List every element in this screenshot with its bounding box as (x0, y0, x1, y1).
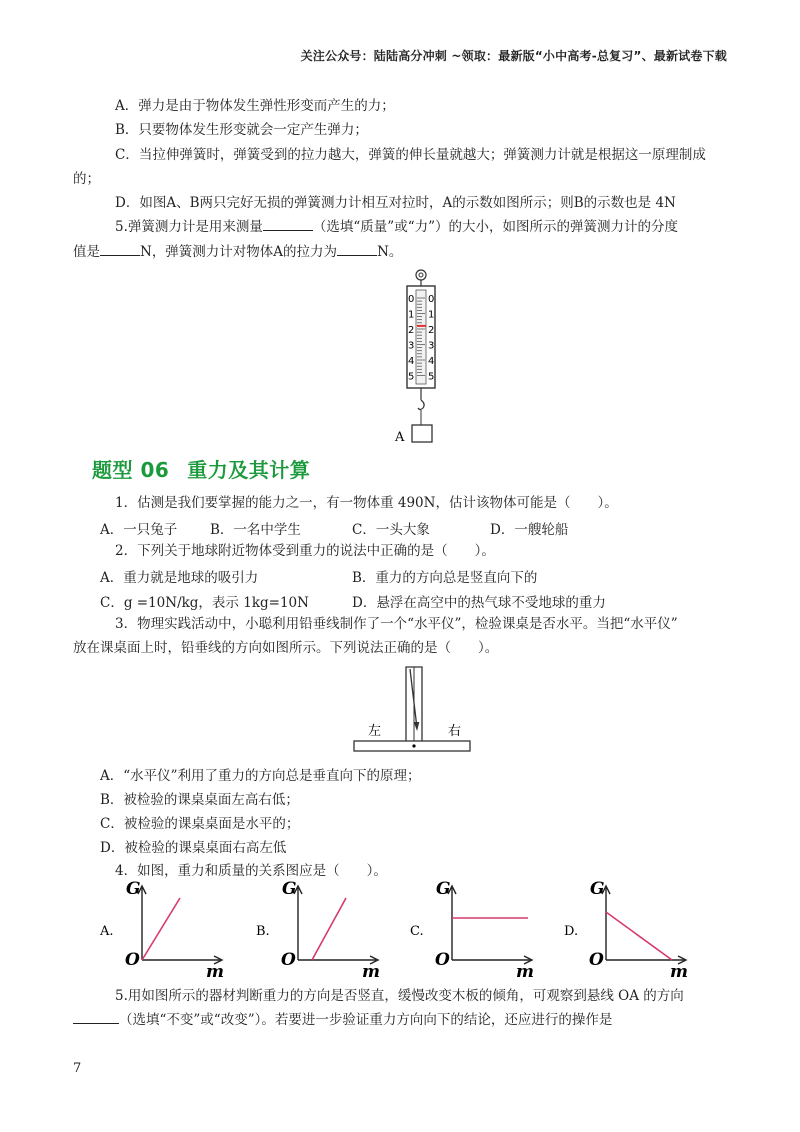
q3-stem-line1: 3．物理实践活动中，小聪利用铅垂线制作了一个“水平仪”，检验课桌是否水平。当把“水平仪” (115, 616, 678, 632)
q1-option-c[interactable]: C．一头大象 (352, 522, 430, 538)
scale-hook-icon (418, 400, 424, 410)
desk-top (354, 741, 470, 751)
graph-option-label: B. (256, 924, 270, 939)
scale-left-tick-label: 0 (408, 294, 415, 305)
option-a-text: A．弹力是由于物体发生弹性形变而产生的力； (115, 98, 395, 114)
graph-origin-label: O (589, 950, 604, 970)
graph-option-3[interactable] (564, 880, 694, 980)
spring-question-part5: N。 (377, 244, 403, 260)
spring-question-part1: 5.弹簧测力计是用来测量 (115, 219, 263, 235)
q1-option-a[interactable]: A．一只兔子 (100, 522, 178, 538)
spring-question-part3: 值是 (73, 244, 100, 260)
object-a-box (412, 425, 432, 442)
scale-left-tick-label: 4 (408, 356, 415, 367)
graph-y-label: G (590, 879, 605, 899)
graph-option-label: A. (100, 924, 114, 939)
scale-right-tick-label: 2 (428, 325, 435, 336)
level-figure (350, 662, 474, 757)
q3-option-b[interactable]: B．被检验的课桌桌面左高右低； (100, 792, 299, 808)
graph-x-label: m (362, 962, 380, 982)
graph-origin-label: O (435, 950, 450, 970)
option-c-text-line1: C．当拉伸弹簧时，弹簧受到的拉力越大，弹簧的伸长量就越大；弹簧测力计就是根据这一原理制成 (115, 147, 706, 163)
section-name: 重力及其计算 (187, 458, 311, 482)
scale-right-tick-label: 0 (428, 294, 435, 305)
page-header: 关注公众号：陆陆高分冲刺 ~领取：最新版“小中高考-总复习”、最新试卷下载 (300, 49, 727, 63)
q1-option-d[interactable]: D．一艘轮船 (490, 522, 569, 538)
answer-blank-quantity[interactable] (263, 218, 313, 231)
q3-option-a[interactable]: A．“水平仪”利用了重力的方向总是垂直向下的原理； (100, 768, 421, 784)
q2-option-d[interactable]: D．悬浮在高空中的热气球不受地球的重力 (352, 595, 606, 611)
q3-stem-line2: 放在课桌面上时，铅垂线的方向如图所示。下列说法正确的是（ ）。 (73, 640, 499, 656)
scale-left-tick-label: 5 (408, 371, 415, 383)
scale-right-tick-label: 3 (428, 340, 435, 352)
q1-option-b[interactable]: B．一名中学生 (210, 522, 301, 538)
graph-relation-line (312, 898, 346, 960)
plumb-bob-icon (414, 722, 419, 730)
graph-y-label: G (282, 879, 297, 899)
left-label: 左 (368, 724, 382, 739)
graph-option-0[interactable] (100, 880, 230, 980)
q5b-line2 (73, 1011, 612, 1029)
q1-stem: 1．估测是我们要掌握的能力之一，有一物体重 490N，估计该物体可能是（ ）。 (115, 495, 618, 511)
q3-option-c[interactable]: C．被检验的课桌桌面是水平的； (100, 816, 300, 832)
graph-option-1[interactable] (256, 880, 386, 980)
graph-option-label: D. (564, 924, 579, 939)
graph-origin-label: O (281, 950, 296, 970)
answer-blank-force[interactable] (337, 243, 377, 256)
q2-option-c[interactable]: C．g =10N/kg，表示 1kg=10N (100, 595, 309, 611)
scale-right-tick-label: 4 (428, 356, 435, 367)
right-label: 右 (448, 724, 462, 739)
q2-option-a[interactable]: A．重力就是地球的吸引力 (100, 570, 259, 586)
q5b-line2-text: （选填“不变”或“改变”）。若要进一步验证重力方向向下的结论，还应进行的操作是 (119, 1012, 613, 1028)
q2-option-b[interactable]: B．重力的方向总是竖直向下的 (352, 570, 538, 586)
scale-left-tick-label: 3 (408, 340, 415, 352)
option-d-text: D．如图A、B两只完好无损的弹簧测力计相互对拉时，A的示数如图所示；则B的示数也是 4N (115, 195, 676, 211)
graph-y-label: G (126, 879, 141, 899)
graph-option-2[interactable] (410, 880, 540, 980)
graph-option-label: C. (410, 924, 424, 939)
scale-ring-icon (416, 270, 426, 280)
graph-x-label: m (670, 962, 688, 982)
q5b-line1: 5.用如图所示的器材判断重力的方向是否竖直，缓慢改变木板的倾角，可观察到悬线 OA 的方向 (115, 988, 684, 1004)
answer-blank-direction[interactable] (73, 1011, 119, 1024)
scale-right-tick-label: 1 (428, 309, 435, 321)
graph-relation-line (606, 912, 672, 960)
spring-scale-figure (390, 268, 450, 448)
q3-option-d[interactable]: D．被检验的课桌桌面右高左低 (100, 840, 287, 856)
option-b-text: B．只要物体发生形变就会一定产生弹力； (115, 122, 368, 138)
graph-x-label: m (206, 962, 224, 982)
q4-stem: 4．如图，重力和质量的关系图应是（ ）。 (115, 863, 387, 879)
spring-question-line2 (73, 243, 402, 261)
spring-question-part2: （选填“质量”或“力”）的大小，如图所示的弹簧测力计的分度 (312, 219, 678, 235)
q2-stem: 2．下列关于地球附近物体受到重力的说法中正确的是（ ）。 (115, 543, 495, 559)
section-number: 题型 06 (92, 458, 170, 482)
graph-origin-label: O (125, 950, 140, 970)
option-c-text-line2: 的； (73, 171, 100, 187)
spring-question-part4: N，弹簧测力计对物体A的拉力为 (140, 244, 338, 260)
spring-question-line1 (115, 218, 678, 236)
answer-blank-division[interactable] (100, 243, 140, 256)
scale-left-tick-label: 1 (408, 309, 415, 321)
object-a-label: A (395, 430, 405, 445)
graph-relation-line (142, 898, 180, 960)
section-title (92, 454, 310, 483)
graph-x-label: m (516, 962, 534, 982)
graph-y-label: G (436, 879, 451, 899)
page-number: 7 (73, 1061, 82, 1076)
scale-left-tick-label: 2 (408, 325, 415, 336)
scale-right-tick-label: 5 (428, 371, 435, 383)
